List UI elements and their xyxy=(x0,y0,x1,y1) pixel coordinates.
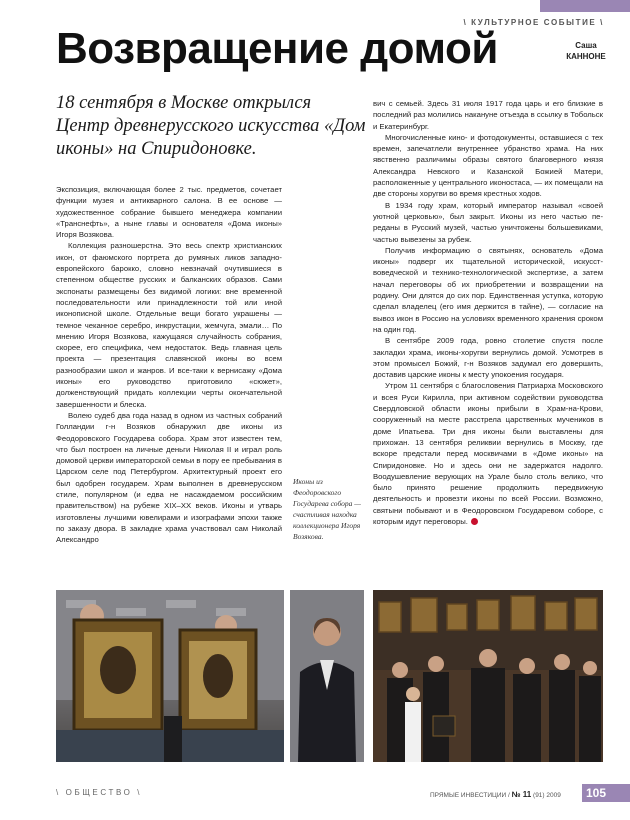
text-column-right xyxy=(373,98,603,527)
text-column-left xyxy=(56,184,282,546)
paragraph: вич с семьей. Здесь 31 июля 1917 года царь и его близкие в последний раз молились накануне отъезда в ссылку в Тобольск и Екатеринбург. xyxy=(373,99,603,131)
author-byline xyxy=(560,40,612,62)
magazine-name: ПРЯМЫЕ ИНВЕСТИЦИИ / xyxy=(430,792,512,799)
paragraph: Многочисленные кино- и фотодокументы, оставшиеся с тех времен, запечатлели внутреннее убранство храма. На них явственно различимы образы святого благоверного князя Александра Невского и Казанской Божией Матери, расположенные у центрального иконостаса, — их помещали на две стороны хоругви во время крестных ходов. xyxy=(373,132,603,199)
footer-section: \ ОБЩЕСТВО \ xyxy=(56,788,143,797)
article-title: Возвращение домой xyxy=(56,24,498,73)
author-last-name: КАННОНЕ xyxy=(566,52,606,61)
page-number: 105 xyxy=(582,784,630,802)
author-first-name: Саша xyxy=(575,41,597,50)
paragraph: Экспозиция, включающая более 2 тыс. предметов, сочетает функции музея и антикварного салона. В ее основе — художественное собрание бывшего менеджера компании «Транснефть», а ныне главы и основателя «Дома иконы» Игоря Возякова. xyxy=(56,185,282,240)
issue-number: № 11 xyxy=(511,790,532,799)
section-tag: \ КУЛЬТУРНОЕ СОБЫТИЕ \ xyxy=(463,18,604,27)
paragraph: Получив информацию о святынях, основатель «Дома иконы» подверг их тщательной исторической, искусствоведческой и технико-технологической экспертизе, а затем начал переговоры об их приобретении и возвращении на родину. Они длятся до сих пор. Единственная уступка, которую сделал владелец (его имя держится в тайне), — согласие на вывоз икон в Россию на условиях временного хранения сроком на один год. xyxy=(373,245,603,334)
photo-collector-portrait xyxy=(290,590,364,762)
photo-exhibition-hall-graphic xyxy=(373,590,603,762)
photo-collector-portrait-graphic xyxy=(290,590,364,762)
photo-exhibition-hall xyxy=(373,590,603,762)
header-accent-bar xyxy=(540,0,630,12)
paragraph-final-text: Утром 11 сентября с благословения Патриарха Московского и всея Руси Кирилла, при активном содействии руководства Свердловской области иконы прибыли в Храм-на-Крови, сооруженный на месте расстрела царственных мучеников в доме Ипатьева. Три дня иконы были выставлены для прихожан. 13 сентября реликвии вернулись в Москву, где вскоре предстали перед москвичами в «Доме иконы» на Спиридоновке. Но и здесь они не задержатся надолго. Воодушевление верующих на Урале было столь велико, что было принято решение продолжить передвижную деятельность и провезти иконы по всей России. Возможно, святыни побывают и в Феодоровском Государевом соборе, с которым идут переговоры. xyxy=(373,381,603,526)
paragraph: Коллекция разношерстна. Это весь спектр христианских икон, от фаюмского портрета до румяных ликов западно-европейского барокко, словно невзначай очутившиеся в степенном обществе русских и балканских образов. Сами экспонаты размещены без видимой логики: вне временной последовательности или принадлежности той или иной иконописной школе. Отдельные вещи богато украшены — темное чеканное серебро, инкрустации, жемчуга, эмали… По мнению Игоря Возякова, кажущаяся случайность собрания, скорее, его специфика, чем недостаток. Ведь главная цель проекта — презентация славянской иконы во всем разнообразии школ и жанров. И все-таки к вернисажу «Дома иконы» его руководство приготовило «сюжет», долженствующий придать коллекции черты окончательной завершенности и блеска. xyxy=(56,241,282,409)
paragraph: Волею судеб два года назад в одном из частных собраний Голландии г-н Возяков обнаружил две иконы из Феодоровского Государева собора. Храм этот известен тем, что был построен на личные деньги Николая II и играл роль домовой церкви императорской семьи в пору ее пребывания в Царском селе под Петербургом. Архитектурный проект его был одобрен государем. Храм выполнен в древнерусском стиле, популярном (и едва не насаждаемом российским правительством) на рубеже XIX–XX веков. Иконы и утварь изготовлены лучшими ювелирами и изографами эпохи также по заказу двора. В закладке храма участвовал сам Николай Александро xyxy=(56,410,282,545)
photo-icons-presentation xyxy=(56,590,284,762)
end-mark-icon xyxy=(471,518,478,525)
paragraph-final xyxy=(373,380,603,527)
issue-year: (91) 2009 xyxy=(531,792,561,799)
paragraph: В 1934 году храм, который император называл «своей уютной церковью», был закрыт. Иконы из него частью переданы в Русский музей, частью уничтожены большевиками, частью вывезены за рубеж. xyxy=(373,200,603,244)
photo-caption: Иконы из Феодоровского Государева собора — счастливая находка коллекционера Игоря Возякова. xyxy=(293,477,361,541)
article-lead: 18 сентября в Москве открылся Центр древнерусского искусства «Дом иконы» на Спиридоновке. xyxy=(56,93,366,159)
footer-magazine xyxy=(430,790,561,799)
paragraph: В сентябре 2009 года, ровно столетие спустя после закладки храма, иконы-хоругви вернулись домой. Усмотрев в этом промысел Божий, г-н Возяков задумал его довершить, доставив царские иконы к месту упокоения государя. xyxy=(373,336,603,380)
photo-icons-presentation-graphic xyxy=(56,590,284,762)
